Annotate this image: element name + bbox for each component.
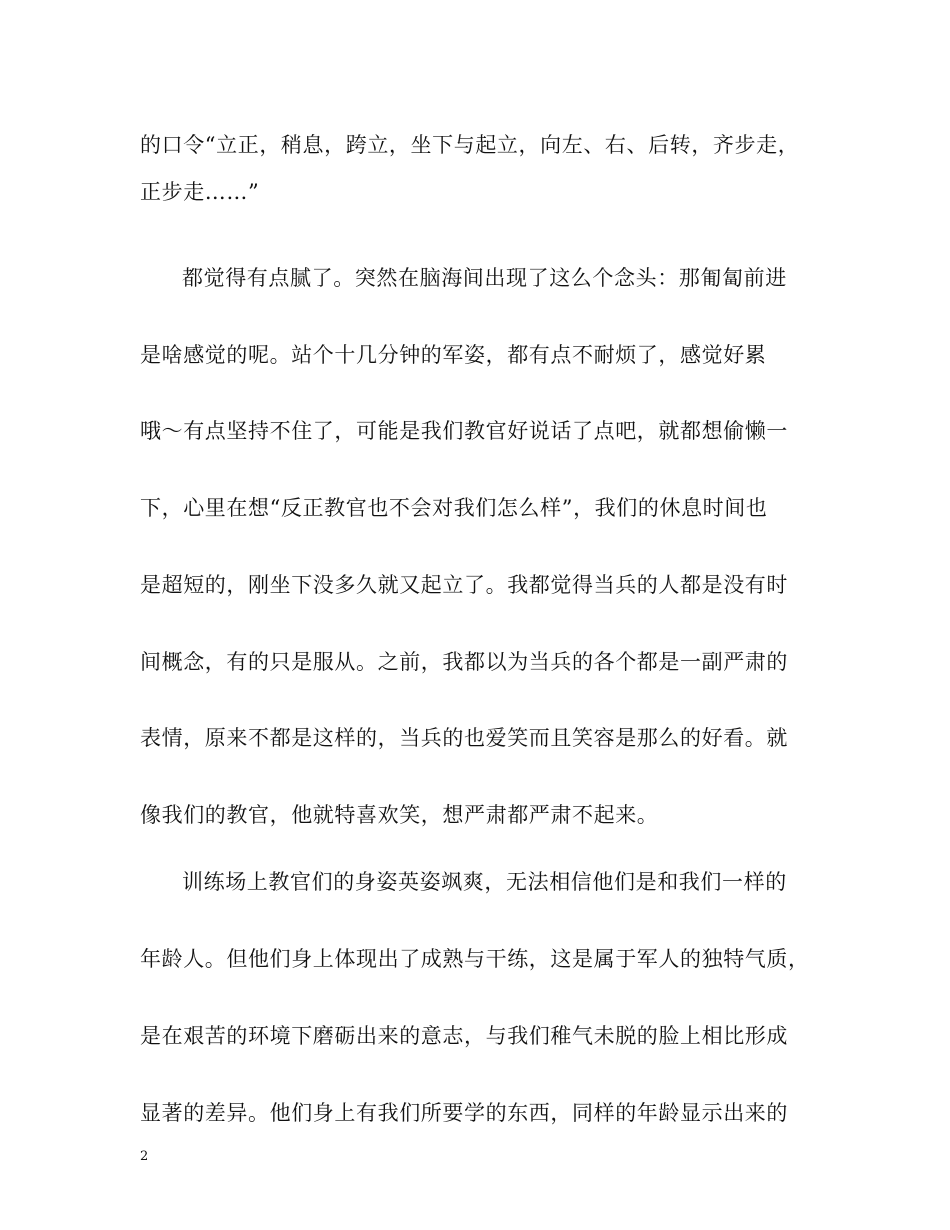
text-line: 正步走……” bbox=[140, 180, 260, 204]
text-line: 表情，原来不都是这样的，当兵的也爱笑而且笑容是那么的好看。就 bbox=[140, 726, 788, 750]
paragraph-first-line: 训练场上教官们的身姿英姿飒爽，无法相信他们是和我们一样的 bbox=[182, 870, 787, 894]
text-line: 是在艰苦的环境下磨砺出来的意志，与我们稚气未脱的脸上相比形成 bbox=[140, 1024, 788, 1048]
text-line: 的口令“立正，稍息，跨立，坐下与起立，向左、右、后转，齐步走， bbox=[140, 133, 800, 157]
text-line: 是啥感觉的呢。站个十几分钟的军姿，都有点不耐烦了，感觉好累 bbox=[140, 343, 767, 367]
page-number: 2 bbox=[140, 1149, 149, 1164]
text-line: 像我们的教官，他就特喜欢笑，想严肃都严肃不起来。 bbox=[140, 803, 659, 827]
text-line: 是超短的，刚坐下没多久就又起立了。我都觉得当兵的人都是没有时 bbox=[140, 573, 788, 597]
text-line: 哦～有点坚持不住了，可能是我们教官好说话了点吧，就都想偷懒一 bbox=[140, 419, 788, 443]
paragraph-first-line: 都觉得有点腻了。突然在脑海间出现了这么个念头：那匍匐前进 bbox=[182, 266, 787, 290]
text-line: 年龄人。但他们身上体现出了成熟与干练，这是属于军人的独特气质， bbox=[140, 947, 810, 971]
text-line: 间概念，有的只是服从。之前，我都以为当兵的各个都是一副严肃的 bbox=[140, 650, 788, 674]
text-line: 下，心里在想“反正教官也不会对我们怎么样”，我们的休息时间也 bbox=[140, 496, 768, 520]
text-line: 显著的差异。他们身上有我们所要学的东西，同样的年龄显示出来的 bbox=[140, 1101, 788, 1125]
